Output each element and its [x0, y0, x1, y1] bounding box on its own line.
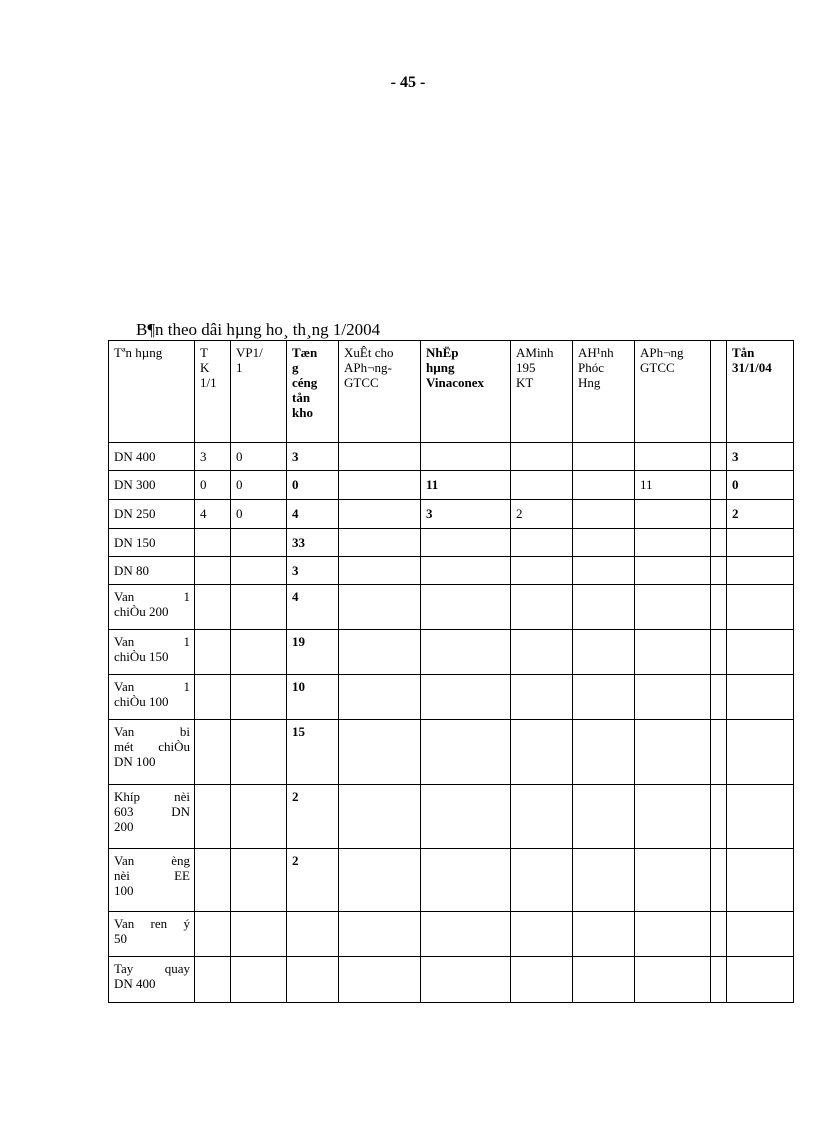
item-name-cell: [109, 675, 195, 720]
value-cell: [511, 849, 573, 912]
value-cell: [421, 557, 511, 585]
value-cell: [339, 557, 421, 585]
value-cell: 4: [287, 500, 339, 529]
value-cell: [231, 557, 287, 585]
column-header: [635, 341, 711, 443]
value-cell: [635, 912, 711, 957]
value-cell: [195, 675, 231, 720]
value-cell: [635, 585, 711, 630]
value-cell: [727, 630, 794, 675]
value-cell: [339, 957, 421, 1003]
value-cell: [727, 849, 794, 912]
header-line: XuÊt cho: [344, 345, 394, 360]
value-cell: [573, 585, 635, 630]
value-cell: [711, 585, 727, 630]
table-row: [109, 957, 794, 1003]
value-cell: [231, 957, 287, 1003]
value-cell: [421, 630, 511, 675]
value-cell: [511, 912, 573, 957]
item-name-cell: [109, 529, 195, 557]
value-cell: [339, 500, 421, 529]
column-header: [231, 341, 287, 443]
table-row: [109, 785, 794, 849]
value-cell: 3: [287, 443, 339, 471]
value-cell: [195, 585, 231, 630]
header-line: AMinh: [516, 345, 554, 360]
header-line: g: [292, 360, 299, 375]
header-line: 1/1: [200, 375, 217, 390]
value-cell: [421, 849, 511, 912]
header-line: GTCC: [640, 360, 675, 375]
table-row: [109, 557, 794, 585]
header-line: tån: [292, 390, 311, 405]
value-cell: [635, 630, 711, 675]
item-name-cell: [109, 471, 195, 500]
value-cell: [339, 585, 421, 630]
value-cell: [339, 443, 421, 471]
value-cell: [573, 957, 635, 1003]
value-cell: [339, 675, 421, 720]
item-name-cell: [109, 912, 195, 957]
item-name-cell: [109, 785, 195, 849]
value-cell: [339, 785, 421, 849]
item-name-line: 100: [114, 883, 134, 898]
value-cell: [195, 630, 231, 675]
value-cell: [231, 785, 287, 849]
value-cell: [511, 471, 573, 500]
value-cell: [511, 630, 573, 675]
value-cell: [635, 849, 711, 912]
value-cell: [635, 720, 711, 785]
value-cell: [573, 557, 635, 585]
column-header: [287, 341, 339, 443]
value-cell: [231, 630, 287, 675]
header-line: Tæn: [292, 345, 318, 360]
value-cell: [573, 912, 635, 957]
value-cell: [195, 557, 231, 585]
value-cell: [711, 849, 727, 912]
value-cell: [573, 529, 635, 557]
value-cell: [231, 720, 287, 785]
item-name-line: Khíp nèi: [114, 789, 190, 804]
table-row: [109, 529, 794, 557]
value-cell: [573, 443, 635, 471]
item-name-line: DN 100: [114, 754, 156, 769]
column-header: [109, 341, 195, 443]
item-name-line: chiÒu 100: [114, 694, 169, 709]
value-cell: [711, 557, 727, 585]
item-name-line: 50: [114, 931, 127, 946]
item-name-cell: [109, 630, 195, 675]
value-cell: [711, 785, 727, 849]
header-line: AH¹nh: [578, 345, 614, 360]
inventory-table: [108, 340, 794, 1003]
value-cell: 2: [511, 500, 573, 529]
table-row: [109, 471, 794, 500]
item-name-line: mét chiÒu: [114, 739, 190, 754]
value-cell: 19: [287, 630, 339, 675]
value-cell: [711, 912, 727, 957]
value-cell: [195, 529, 231, 557]
header-line: Tªn hµng: [114, 345, 163, 360]
column-header: [421, 341, 511, 443]
value-cell: 2: [287, 785, 339, 849]
table-body: [109, 443, 794, 1003]
table-row: [109, 630, 794, 675]
value-cell: [195, 720, 231, 785]
value-cell: [421, 529, 511, 557]
value-cell: [727, 675, 794, 720]
item-name-line: DN 400: [114, 449, 156, 464]
value-cell: [421, 957, 511, 1003]
value-cell: [511, 785, 573, 849]
item-name-line: Tay quay: [114, 961, 190, 976]
value-cell: [511, 557, 573, 585]
item-name-cell: [109, 500, 195, 529]
value-cell: 4: [287, 585, 339, 630]
value-cell: 0: [231, 500, 287, 529]
value-cell: [511, 675, 573, 720]
value-cell: [195, 957, 231, 1003]
value-cell: 2: [287, 849, 339, 912]
item-name-line: Van bi: [114, 724, 190, 739]
column-header: [339, 341, 421, 443]
value-cell: [339, 529, 421, 557]
item-name-line: Van ren ý: [114, 916, 190, 931]
header-line: T: [200, 345, 208, 360]
value-cell: [573, 500, 635, 529]
item-name-line: Van 1: [114, 589, 190, 604]
value-cell: [339, 912, 421, 957]
value-cell: [231, 675, 287, 720]
value-cell: 4: [195, 500, 231, 529]
item-name-line: chiÒu 200: [114, 604, 169, 619]
value-cell: [421, 443, 511, 471]
header-line: APh¬ng-: [344, 360, 392, 375]
value-cell: 3: [727, 443, 794, 471]
item-name-cell: [109, 585, 195, 630]
value-cell: [287, 957, 339, 1003]
value-cell: [339, 720, 421, 785]
value-cell: [339, 630, 421, 675]
value-cell: [727, 585, 794, 630]
value-cell: [635, 957, 711, 1003]
item-name-line: DN 300: [114, 477, 156, 492]
item-name-line: 603 DN: [114, 804, 190, 819]
table-row: [109, 443, 794, 471]
column-header: [573, 341, 635, 443]
table-row: [109, 500, 794, 529]
item-name-line: nèi EE: [114, 868, 190, 883]
header-line: APh¬ng: [640, 345, 684, 360]
value-cell: [511, 720, 573, 785]
value-cell: [635, 675, 711, 720]
header-line: hµng: [426, 360, 455, 375]
value-cell: 11: [421, 471, 511, 500]
item-name-line: DN 400: [114, 976, 156, 991]
value-cell: 0: [195, 471, 231, 500]
value-cell: [421, 720, 511, 785]
value-cell: [727, 557, 794, 585]
header-row: [109, 341, 794, 443]
value-cell: [231, 529, 287, 557]
value-cell: [511, 529, 573, 557]
column-header: [511, 341, 573, 443]
header-line: Phóc: [578, 360, 604, 375]
column-header: [195, 341, 231, 443]
value-cell: 0: [727, 471, 794, 500]
item-name-line: DN 80: [114, 563, 150, 578]
value-cell: [635, 785, 711, 849]
value-cell: [635, 529, 711, 557]
header-line: Vinaconex: [426, 375, 485, 390]
table-header: [109, 341, 794, 443]
value-cell: [635, 443, 711, 471]
value-cell: [195, 849, 231, 912]
header-line: céng: [292, 375, 318, 390]
item-name-cell: [109, 443, 195, 471]
value-cell: [339, 471, 421, 500]
value-cell: [511, 957, 573, 1003]
value-cell: [421, 785, 511, 849]
header-line: 1: [236, 360, 243, 375]
value-cell: [195, 912, 231, 957]
column-header: [711, 341, 727, 443]
table-caption: B¶n theo dâi hµng ho¸ th¸ng 1/2004: [136, 320, 381, 339]
header-line: Tån: [732, 345, 755, 360]
value-cell: [573, 720, 635, 785]
header-line: 31/1/04: [732, 360, 772, 375]
value-cell: [727, 912, 794, 957]
table-row: [109, 675, 794, 720]
value-cell: [711, 720, 727, 785]
value-cell: [339, 849, 421, 912]
table-row: [109, 912, 794, 957]
column-header: [727, 341, 794, 443]
value-cell: [573, 675, 635, 720]
page-number: - 45 -: [390, 74, 426, 91]
header-line: VP1/: [236, 345, 263, 360]
value-cell: [727, 529, 794, 557]
value-cell: [711, 529, 727, 557]
value-cell: [711, 957, 727, 1003]
value-cell: [711, 443, 727, 471]
value-cell: [421, 585, 511, 630]
header-line: GTCC: [344, 375, 379, 390]
value-cell: [421, 912, 511, 957]
value-cell: 0: [231, 471, 287, 500]
value-cell: 3: [287, 557, 339, 585]
item-name-line: chiÒu 150: [114, 649, 169, 664]
value-cell: [711, 630, 727, 675]
item-name-cell: [109, 720, 195, 785]
value-cell: [231, 585, 287, 630]
value-cell: [727, 957, 794, 1003]
header-line: kho: [292, 405, 313, 420]
value-cell: 11: [635, 471, 711, 500]
header-line: K: [200, 360, 210, 375]
value-cell: [573, 471, 635, 500]
value-cell: [711, 675, 727, 720]
value-cell: [231, 912, 287, 957]
value-cell: 3: [195, 443, 231, 471]
item-name-cell: [109, 957, 195, 1003]
value-cell: [573, 630, 635, 675]
item-name-line: DN 150: [114, 535, 156, 550]
item-name-cell: [109, 557, 195, 585]
item-name-line: Van 1: [114, 634, 190, 649]
value-cell: [287, 912, 339, 957]
item-name-line: 200: [114, 819, 134, 834]
item-name-cell: [109, 849, 195, 912]
value-cell: [231, 849, 287, 912]
value-cell: [635, 500, 711, 529]
value-cell: [573, 785, 635, 849]
value-cell: [195, 785, 231, 849]
value-cell: 0: [231, 443, 287, 471]
value-cell: [421, 675, 511, 720]
table-row: [109, 720, 794, 785]
table-row: [109, 849, 794, 912]
value-cell: [573, 849, 635, 912]
header-line: NhËp: [426, 345, 459, 360]
item-name-line: Van èng: [114, 853, 190, 868]
value-cell: [511, 443, 573, 471]
item-name-line: DN 250: [114, 506, 156, 521]
value-cell: 0: [287, 471, 339, 500]
value-cell: 15: [287, 720, 339, 785]
value-cell: 33: [287, 529, 339, 557]
item-name-line: Van 1: [114, 679, 190, 694]
value-cell: 2: [727, 500, 794, 529]
value-cell: [635, 557, 711, 585]
value-cell: [511, 585, 573, 630]
table-row: [109, 585, 794, 630]
value-cell: 10: [287, 675, 339, 720]
header-line: Hng: [578, 375, 601, 390]
header-line: KT: [516, 375, 534, 390]
value-cell: 3: [421, 500, 511, 529]
value-cell: [727, 785, 794, 849]
value-cell: [711, 500, 727, 529]
header-line: 195: [516, 360, 536, 375]
value-cell: [727, 720, 794, 785]
value-cell: [711, 471, 727, 500]
